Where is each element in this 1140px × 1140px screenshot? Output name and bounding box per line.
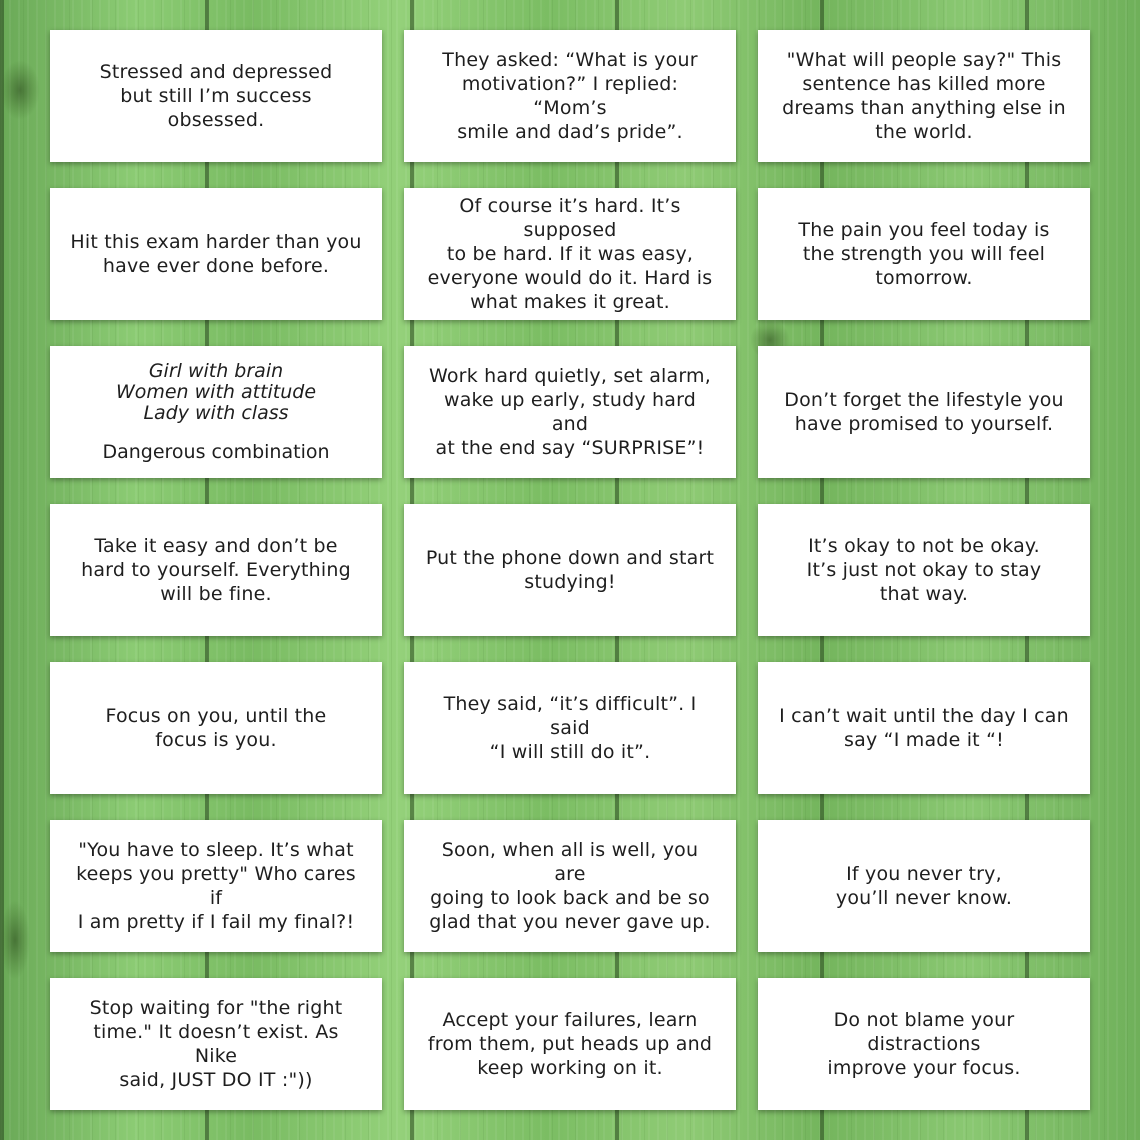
quote-text: "What will people say?" This sentence has killed more dreams than anything else in the world. — [782, 49, 1066, 143]
quote-text: Of course it’s hard. It’s supposed to be hard. If it was easy, everyone would do it. Hard is what makes it great. — [427, 195, 713, 313]
quote-card — [50, 188, 382, 320]
quote-text: "You have to sleep. It’s what keeps you pretty" Who cares if I am pretty if I fail my final?! — [76, 839, 356, 933]
quote-text: Accept your failures, learn from them, put heads up and keep working on it. — [427, 1009, 713, 1079]
quote-text: Hit this exam harder than you have ever done before. — [70, 231, 362, 277]
quote-card — [758, 978, 1090, 1110]
quote-card — [404, 820, 736, 952]
quote-card — [758, 504, 1090, 636]
quote-card — [50, 820, 382, 952]
quote-text: Stressed and depressed but still I’m success obsessed. — [99, 61, 333, 131]
quote-card — [404, 30, 736, 162]
quote-card — [404, 504, 736, 636]
quote-card — [50, 504, 382, 636]
quote-card — [50, 346, 382, 478]
quote-card — [50, 30, 382, 162]
wood-knot — [0, 60, 40, 120]
quote-text: They asked: “What is your motivation?” I replied: “Mom’s smile and dad’s pride”. — [442, 49, 698, 143]
quote-card — [50, 662, 382, 794]
quote-text: If you never try, you’ll never know. — [835, 863, 1013, 909]
quote-text: Work hard quietly, set alarm, wake up early, study hard and at the end say “SURPRISE”! — [428, 365, 711, 459]
quote-card — [404, 662, 736, 794]
quote-card — [404, 188, 736, 320]
quote-card — [758, 30, 1090, 162]
quote-text: It’s okay to not be okay. It’s just not okay to stay that way. — [806, 535, 1042, 605]
quote-tagline: Dangerous combination — [102, 440, 330, 463]
quote-text: Soon, when all is well, you are going to look back and be so glad that you never gave up. — [429, 839, 711, 933]
quote-card — [758, 820, 1090, 952]
quote-text: Do not blame your distractions improve your focus. — [827, 1009, 1021, 1079]
quote-card — [758, 346, 1090, 478]
quote-text: I can’t wait until the day I can say “I made it “! — [779, 705, 1069, 751]
quote-text: They said, “it’s difficult”. I said “I will still do it”. — [443, 693, 697, 763]
quote-card — [404, 978, 736, 1110]
quote-text: Focus on you, until the focus is you. — [105, 705, 327, 751]
quote-card — [404, 346, 736, 478]
quote-text: Take it easy and don’t be hard to yourself. Everything will be fine. — [81, 535, 351, 605]
wood-knot — [0, 900, 30, 980]
quote-stack — [102, 361, 329, 464]
quote-text: Don’t forget the lifestyle you have promised to yourself. — [784, 389, 1064, 435]
quote-text: Put the phone down and start studying! — [425, 547, 715, 593]
quote-text: Stop waiting for "the right time." It doesn’t exist. As Nike said, JUST DO IT :")) — [89, 997, 343, 1091]
quote-card — [758, 188, 1090, 320]
quote-card — [758, 662, 1090, 794]
quote-text: The pain you feel today is the strength you will feel tomorrow. — [798, 219, 1050, 289]
quote-card — [50, 978, 382, 1110]
quote-italic-lines: Girl with brain Women with attitude Lady with class — [115, 359, 317, 424]
